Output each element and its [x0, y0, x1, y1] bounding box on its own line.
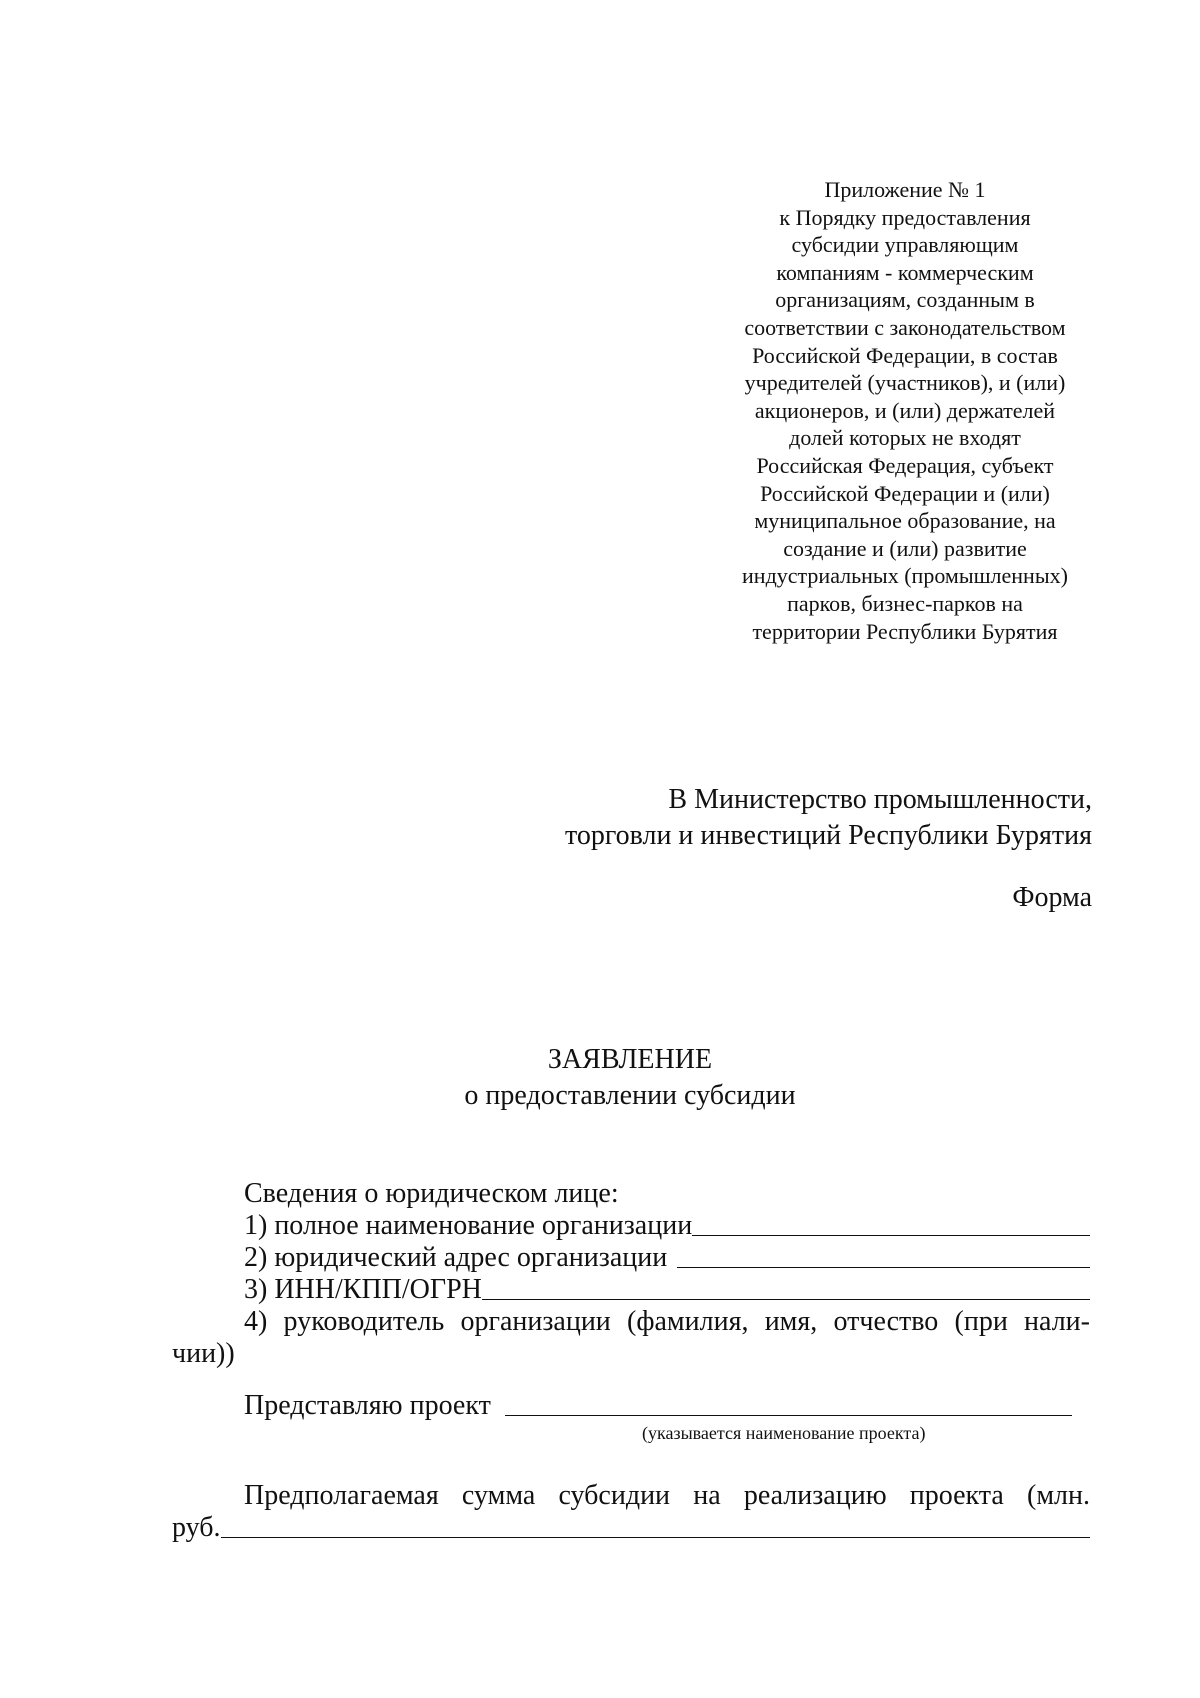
- appendix-line: Приложение № 1: [824, 177, 986, 202]
- director-line-1: 4) руководитель организации (фамилия, имя, отчество (при нали-: [244, 1306, 1090, 1337]
- subsidy-unit-label: руб.: [172, 1512, 221, 1543]
- appendix-note: [700, 176, 1110, 645]
- appendix-line: Российской Федерации, в состав: [752, 342, 1058, 368]
- appendix-line: субсидии управляющим: [791, 232, 1019, 258]
- field-row-org-address: [244, 1242, 1090, 1274]
- document-title: [0, 1042, 1200, 1114]
- org-name-field[interactable]: [692, 1235, 1090, 1236]
- appendix-line: территории Республики Бурятия: [752, 618, 1058, 644]
- appendix-line: долей которых не входят: [789, 425, 1021, 451]
- form-label: Форма: [1012, 882, 1092, 913]
- field-row-org-name: [244, 1210, 1090, 1242]
- project-caption: (указывается наименование проекта): [642, 1423, 926, 1443]
- subsidy-amount-field[interactable]: [221, 1537, 1090, 1538]
- legal-entity-intro-text: Сведения о юридическом лице:: [244, 1178, 619, 1209]
- appendix-line: акционеров, и (или) держателей: [754, 397, 1056, 423]
- field-row-inn: [244, 1274, 1090, 1306]
- appendix-line: учредителей (участников), и (или): [744, 370, 1066, 396]
- addressee-line-1: В Министерство промышленности,: [668, 784, 1092, 815]
- appendix-line: создание и (или) развитие: [783, 535, 1027, 561]
- title-subheading: о предоставлении субсидии: [464, 1080, 796, 1111]
- appendix-line: компаниям - коммерческим: [776, 259, 1034, 285]
- org-address-field[interactable]: [677, 1267, 1090, 1268]
- appendix-line: Российской Федерации и (или): [760, 480, 1050, 506]
- org-name-label: 1) полное наименование организации: [244, 1210, 693, 1241]
- legal-entity-intro: [244, 1178, 619, 1210]
- director-line-2: чии)): [172, 1338, 235, 1369]
- appendix-line: муниципальное образование, на: [754, 508, 1056, 534]
- appendix-line: парков, бизнес-парков на: [787, 590, 1023, 616]
- appendix-line: соответствии с законодательством: [744, 314, 1066, 340]
- inn-label: 3) ИНН/КПП/ОГРН: [244, 1274, 482, 1305]
- appendix-line: организациям, созданным в: [775, 287, 1035, 313]
- project-label: Представляю проект: [244, 1390, 491, 1421]
- appendix-line: к Порядку предоставления: [779, 204, 1031, 230]
- field-row-project: [244, 1390, 1072, 1422]
- inn-kpp-ogrn-field[interactable]: [482, 1299, 1090, 1300]
- project-name-field[interactable]: [505, 1415, 1072, 1416]
- field-row-subsidy: [172, 1512, 1090, 1544]
- addressee-line-2: торговли и инвестиций Республики Бурятия: [564, 820, 1092, 851]
- org-address-label: 2) юридический адрес организации: [244, 1242, 668, 1273]
- title-heading: ЗАЯВЛЕНИЕ: [547, 1044, 713, 1075]
- appendix-line: индустриальных (промышленных): [742, 563, 1068, 589]
- addressee-block: [392, 782, 1092, 854]
- subsidy-line-1: Предполагаемая сумма субсидии на реализацию проекта (млн.: [244, 1480, 1090, 1511]
- appendix-line: Российская Федерация, субъект: [756, 452, 1054, 478]
